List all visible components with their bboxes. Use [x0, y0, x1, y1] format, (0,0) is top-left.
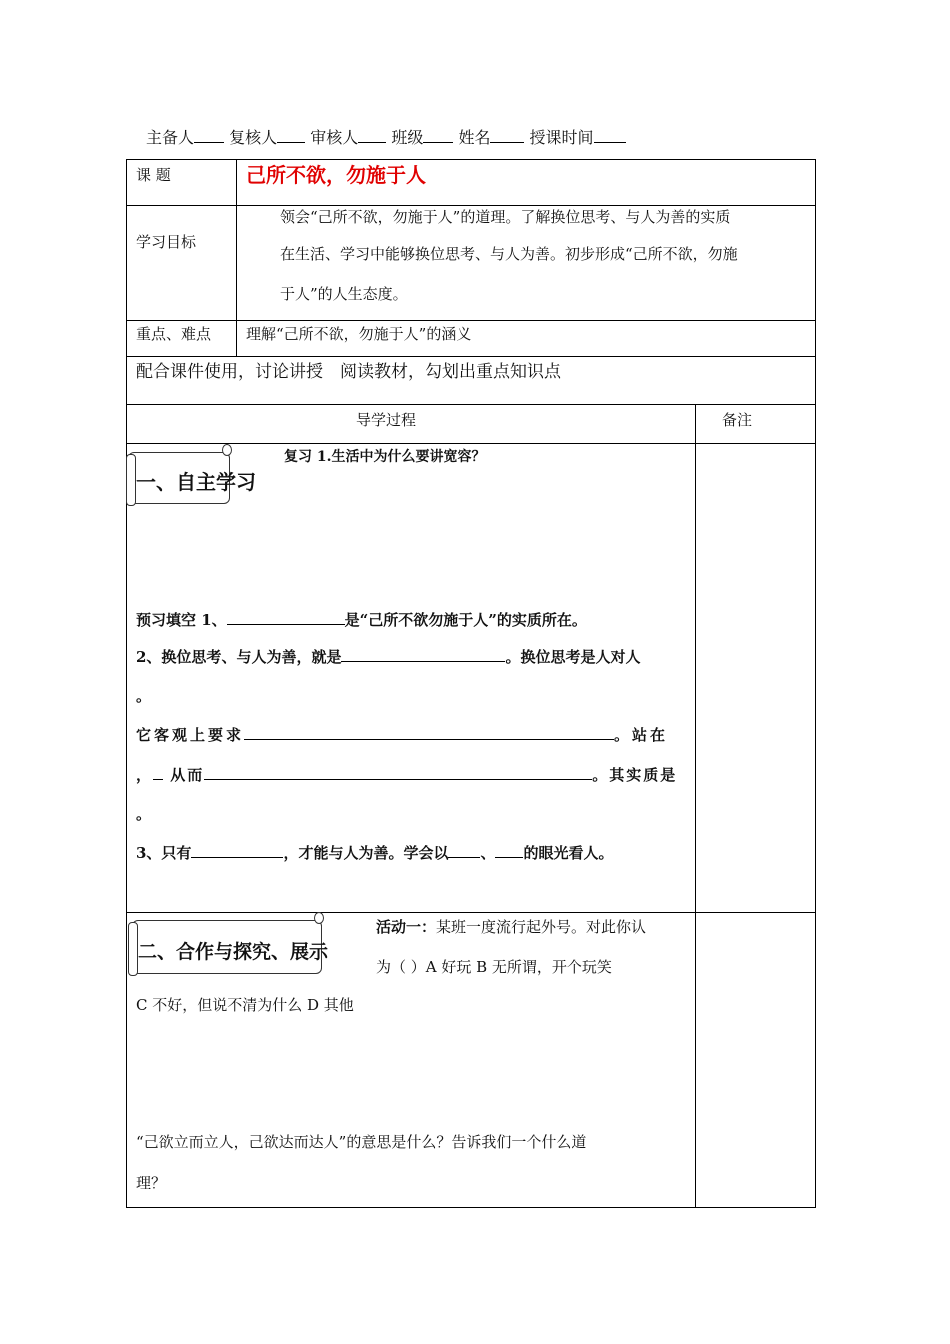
fill-4-mid: 从而 — [170, 766, 205, 784]
teaching-time-blank[interactable] — [594, 128, 626, 143]
quote-line-2: 理？ — [136, 1174, 167, 1192]
section1-title: 一、自主学习 — [136, 470, 256, 494]
key-label: 重点、难点 — [136, 325, 212, 343]
auditor-label: 审核人 — [310, 128, 359, 147]
scroll-curl-icon — [128, 922, 138, 976]
fill-5-suffix: 的眼光看人。 — [523, 844, 614, 862]
table-border-left — [126, 159, 127, 1208]
fill-2-prefix: 2、换位思考、与人为善，就是 — [136, 648, 342, 666]
auditor-blank[interactable] — [358, 128, 386, 143]
activity-line-1 — [376, 918, 646, 936]
fill-3-suffix: 。站在 — [614, 726, 669, 744]
scroll-curl-icon — [126, 454, 136, 506]
goal-line-1: 领会“己所不欲，勿施于人”的道理。了解换位思考、与人为善的实质 — [280, 208, 731, 226]
activity-label: 活动一： — [376, 918, 437, 936]
fill-1-blank[interactable] — [227, 610, 345, 625]
row-divider — [126, 912, 816, 913]
fill-2-blank[interactable] — [341, 647, 505, 662]
fill-4-suffix: 。其实质是 — [592, 766, 678, 784]
goal-line-3: 于人”的人生态度。 — [280, 285, 408, 303]
method-text: 配合课件使用，讨论讲授 阅读教材，勾划出重点知识点 — [136, 362, 561, 382]
name-label: 姓名 — [458, 128, 491, 147]
fill-line-5 — [136, 843, 613, 862]
reviewer-label: 复核人 — [229, 128, 278, 147]
quote-line-1: “己欲立而立人，己欲达而达人”的意思是什么？告诉我们一个什么道 — [136, 1133, 587, 1151]
fill-2-suffix: 。换位思考是人对人 — [505, 648, 641, 666]
col-divider — [236, 205, 237, 320]
row-divider — [126, 320, 816, 321]
fill-4-blank-b[interactable] — [204, 765, 592, 780]
reviewer-blank[interactable] — [277, 128, 305, 143]
header-line — [146, 128, 626, 147]
row-divider — [126, 404, 816, 405]
activity-text-1: 某班一度流行起外号。对此你认 — [436, 918, 647, 936]
fill-5-sep: 、 — [480, 844, 496, 862]
preparer-label: 主备人 — [146, 128, 195, 147]
fill-3-blank[interactable] — [244, 725, 614, 740]
fill-4-prefix: ， — [136, 766, 154, 784]
fill-5-mid: ，才能与人为善。学会以 — [283, 844, 449, 862]
fill-4-blank-a[interactable] — [153, 765, 163, 780]
fill-5-blank-c[interactable] — [495, 843, 523, 858]
fill-5-blank-b[interactable] — [448, 843, 480, 858]
name-blank[interactable] — [490, 128, 524, 143]
class-label: 班级 — [391, 128, 424, 147]
col-divider — [236, 320, 237, 356]
section2-title: 二、合作与探究、展示 — [138, 941, 329, 963]
table-border-bottom — [126, 1207, 816, 1208]
fill-1-prefix: 预习填空 1、 — [136, 611, 227, 629]
fill-line-1 — [136, 610, 587, 629]
activity-line-3: C 不好，但说不清为什么 D 其他 — [136, 996, 354, 1014]
topic-label: 课 题 — [136, 166, 171, 184]
topic-value: 己所不欲，勿施于人 — [246, 163, 426, 187]
row-divider — [126, 356, 816, 357]
fill-2-cont: 。 — [136, 687, 152, 705]
fill-3-prefix: 它客观上要求 — [136, 726, 245, 744]
preparer-blank[interactable] — [194, 128, 224, 143]
scroll-curl-icon — [314, 912, 324, 924]
fill-line-4 — [136, 765, 677, 784]
key-value: 理解“己所不欲，勿施于人”的涵义 — [246, 325, 472, 343]
fill-line-2 — [136, 647, 640, 666]
fill-4-cont: 。 — [136, 805, 152, 823]
notes-header: 备注 — [722, 411, 753, 429]
goal-label: 学习目标 — [136, 233, 197, 251]
class-blank[interactable] — [423, 128, 453, 143]
scroll-curl-icon — [222, 444, 232, 456]
fill-1-suffix: 是“己所不欲勿施于人”的实质所在。 — [344, 611, 587, 629]
activity-line-2: 为（ ）A 好玩 B 无所谓，开个玩笑 — [376, 958, 612, 976]
teaching-time-label: 授课时间 — [529, 128, 594, 147]
table-border-top — [126, 159, 816, 160]
col-divider-notes — [695, 404, 696, 1207]
fill-line-3 — [136, 725, 668, 744]
review-question: 复习 1.生活中为什么要讲宽容？ — [284, 449, 486, 465]
table-border-right — [815, 159, 816, 1208]
row-divider — [126, 205, 816, 206]
goal-line-2: 在生活、学习中能够换位思考、与人为善。初步形成“己所不欲，勿施 — [280, 245, 738, 263]
fill-5-prefix: 3、只有 — [136, 844, 192, 862]
process-header: 导学过程 — [356, 411, 417, 429]
fill-5-blank-a[interactable] — [191, 843, 283, 858]
col-divider — [236, 159, 237, 205]
